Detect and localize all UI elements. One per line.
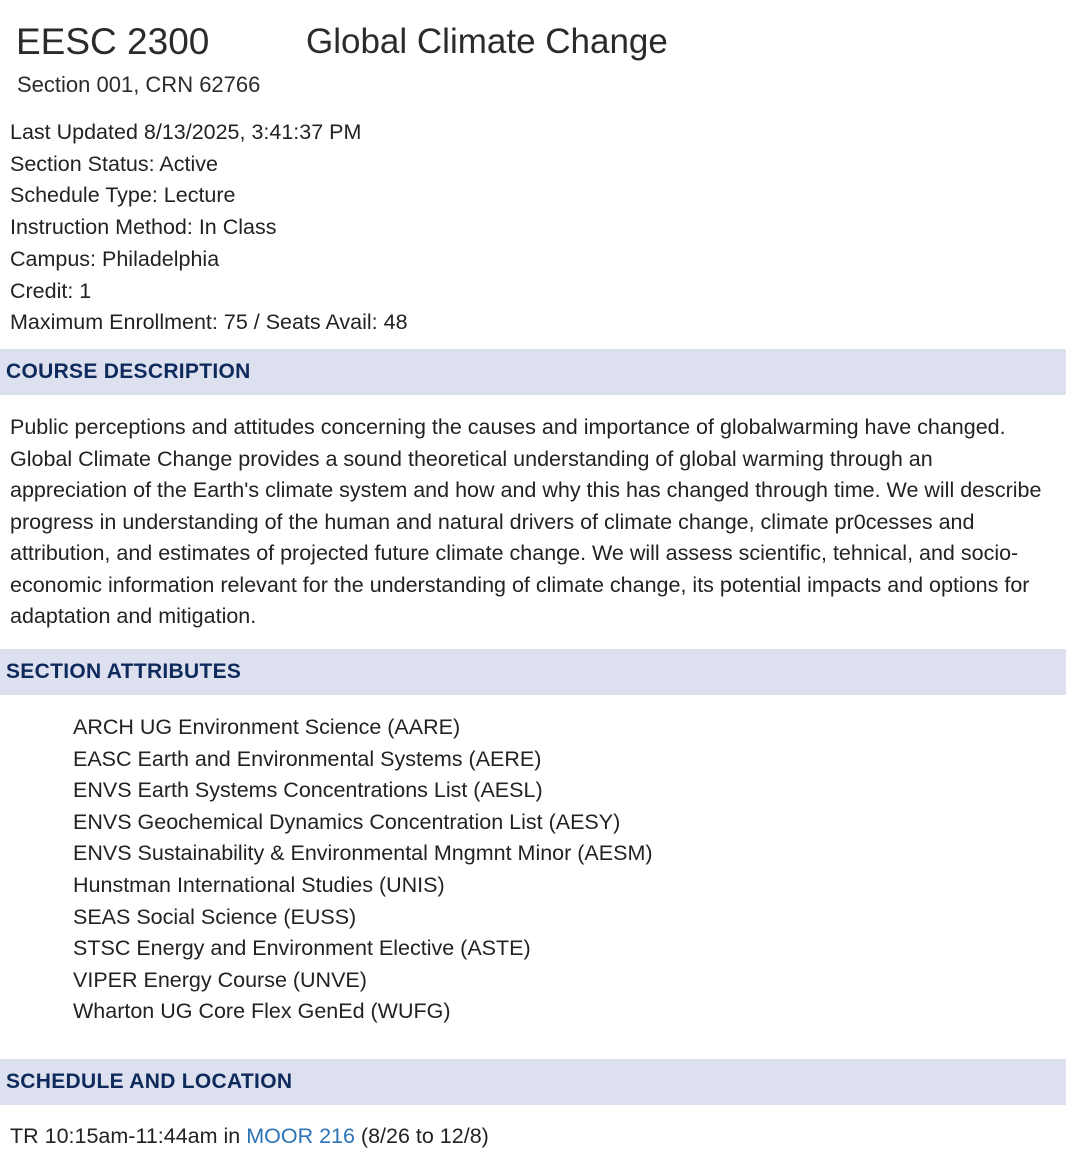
attribute-item: STSC Energy and Environment Elective (ASTE)	[73, 936, 531, 961]
attributes-list	[73, 712, 1033, 1028]
course-description-header	[0, 349, 1066, 395]
course-description-text: Public perceptions and attitudes concerning the causes and importance of globalwarming have changed. Global Climate Change provides a sound theoretical understanding of global warming through an appreciation of the Earth's climate system and how and why this has changed through time. We will describe progress in understanding of the human and natural drivers of climate change, climate pr0cesses and attribution, and estimates of projected future climate change. We will assess scientific, tehnical, and socio-economic information relevant for the understanding of climate change, its potential impacts and options for adaptation and mitigation.	[10, 415, 1042, 628]
attribute-item: ENVS Sustainability & Environmental Mngmnt Minor (AESM)	[73, 841, 653, 866]
section-attributes-header	[0, 649, 1066, 695]
course-code: EESC 2300	[16, 21, 210, 62]
attribute-item: Hunstman International Studies (UNIS)	[73, 872, 445, 897]
attribute-item: ENVS Geochemical Dynamics Concentration List (AESY)	[73, 809, 621, 834]
schedule-line	[10, 1121, 489, 1152]
attribute-item: ENVS Earth Systems Concentrations List (AESL)	[73, 778, 543, 803]
meeting-time: TR 10:15am-11:44am in	[10, 1124, 247, 1148]
section-attributes-heading: SECTION ATTRIBUTES	[6, 660, 242, 683]
course-title: Global Climate Change	[306, 22, 668, 61]
course-description-heading: COURSE DESCRIPTION	[6, 360, 251, 383]
course-header	[16, 20, 1056, 70]
section-crn: Section 001, CRN 62766	[17, 72, 261, 97]
enrollment: Maximum Enrollment: 75 / Seats Avail: 48	[10, 310, 408, 335]
location-link[interactable]: MOOR 216	[246, 1124, 355, 1148]
attribute-item: Wharton UG Core Flex GenEd (WUFG)	[73, 999, 451, 1024]
instruction-method: Instruction Method: In Class	[10, 215, 277, 240]
credit: Credit: 1	[10, 278, 92, 303]
schedule-location-header	[0, 1059, 1066, 1105]
campus: Campus: Philadelphia	[10, 246, 220, 271]
attribute-item: EASC Earth and Environmental Systems (AERE)	[73, 746, 542, 771]
date-range: (8/26 to 12/8)	[354, 1124, 489, 1148]
section-meta	[10, 117, 1050, 339]
attribute-item: SEAS Social Science (EUSS)	[73, 904, 357, 929]
schedule-type: Schedule Type: Lecture	[10, 183, 236, 208]
last-updated: Last Updated 8/13/2025, 3:41:37 PM	[10, 120, 362, 144]
section-status: Section Status: Active	[10, 151, 218, 176]
attribute-item: ARCH UG Environment Science (AARE)	[73, 715, 461, 739]
schedule-location-heading: SCHEDULE AND LOCATION	[6, 1070, 293, 1093]
attribute-item: VIPER Energy Course (UNVE)	[73, 967, 367, 992]
